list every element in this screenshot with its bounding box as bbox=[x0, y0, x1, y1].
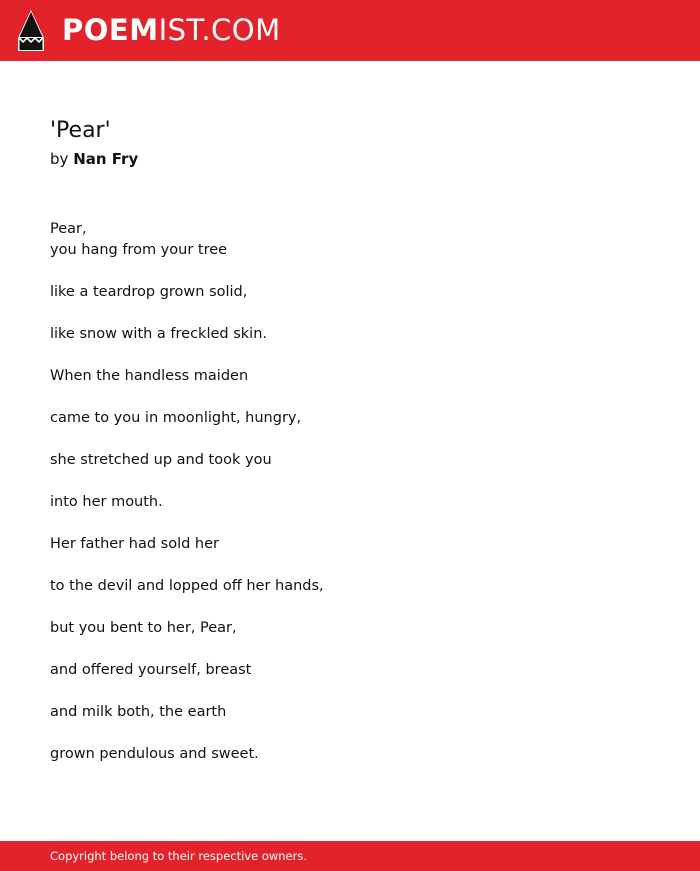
poem-line: you hang from your tree bbox=[50, 242, 228, 258]
pencil-tip-icon[interactable] bbox=[18, 10, 44, 51]
poem-line: and milk both, the earth bbox=[50, 704, 227, 720]
poem-line: into her mouth. bbox=[50, 494, 163, 510]
poem-line: like a teardrop grown solid, bbox=[50, 284, 248, 300]
poem-line: Pear, bbox=[50, 221, 87, 237]
poem-line: Her father had sold her bbox=[50, 536, 219, 552]
site-header bbox=[0, 0, 700, 61]
by-label: by bbox=[50, 150, 69, 168]
poem-line: like snow with a freckled skin. bbox=[50, 326, 267, 342]
poem-body bbox=[50, 219, 650, 765]
poem-line: she stretched up and took you bbox=[50, 452, 272, 468]
poem-line: came to you in moonlight, hungry, bbox=[50, 410, 302, 426]
poem-title: 'Pear' bbox=[50, 118, 111, 143]
poem-line: grown pendulous and sweet. bbox=[50, 746, 259, 762]
brand-bold: POEM bbox=[62, 13, 159, 47]
poem-author: Nan Fry bbox=[73, 150, 139, 168]
copyright-notice: Copyright belong to their respective owners. bbox=[50, 849, 308, 863]
brand-light: IST.COM bbox=[158, 13, 281, 47]
poem-byline bbox=[50, 149, 138, 169]
poem-line: When the handless maiden bbox=[50, 368, 249, 384]
poem-line: to the devil and lopped off her hands, bbox=[50, 578, 324, 594]
poem-line: but you bent to her, Pear, bbox=[50, 620, 237, 636]
site-logo[interactable] bbox=[62, 13, 281, 47]
poem-line: and offered yourself, breast bbox=[50, 662, 252, 678]
site-footer bbox=[0, 841, 700, 871]
